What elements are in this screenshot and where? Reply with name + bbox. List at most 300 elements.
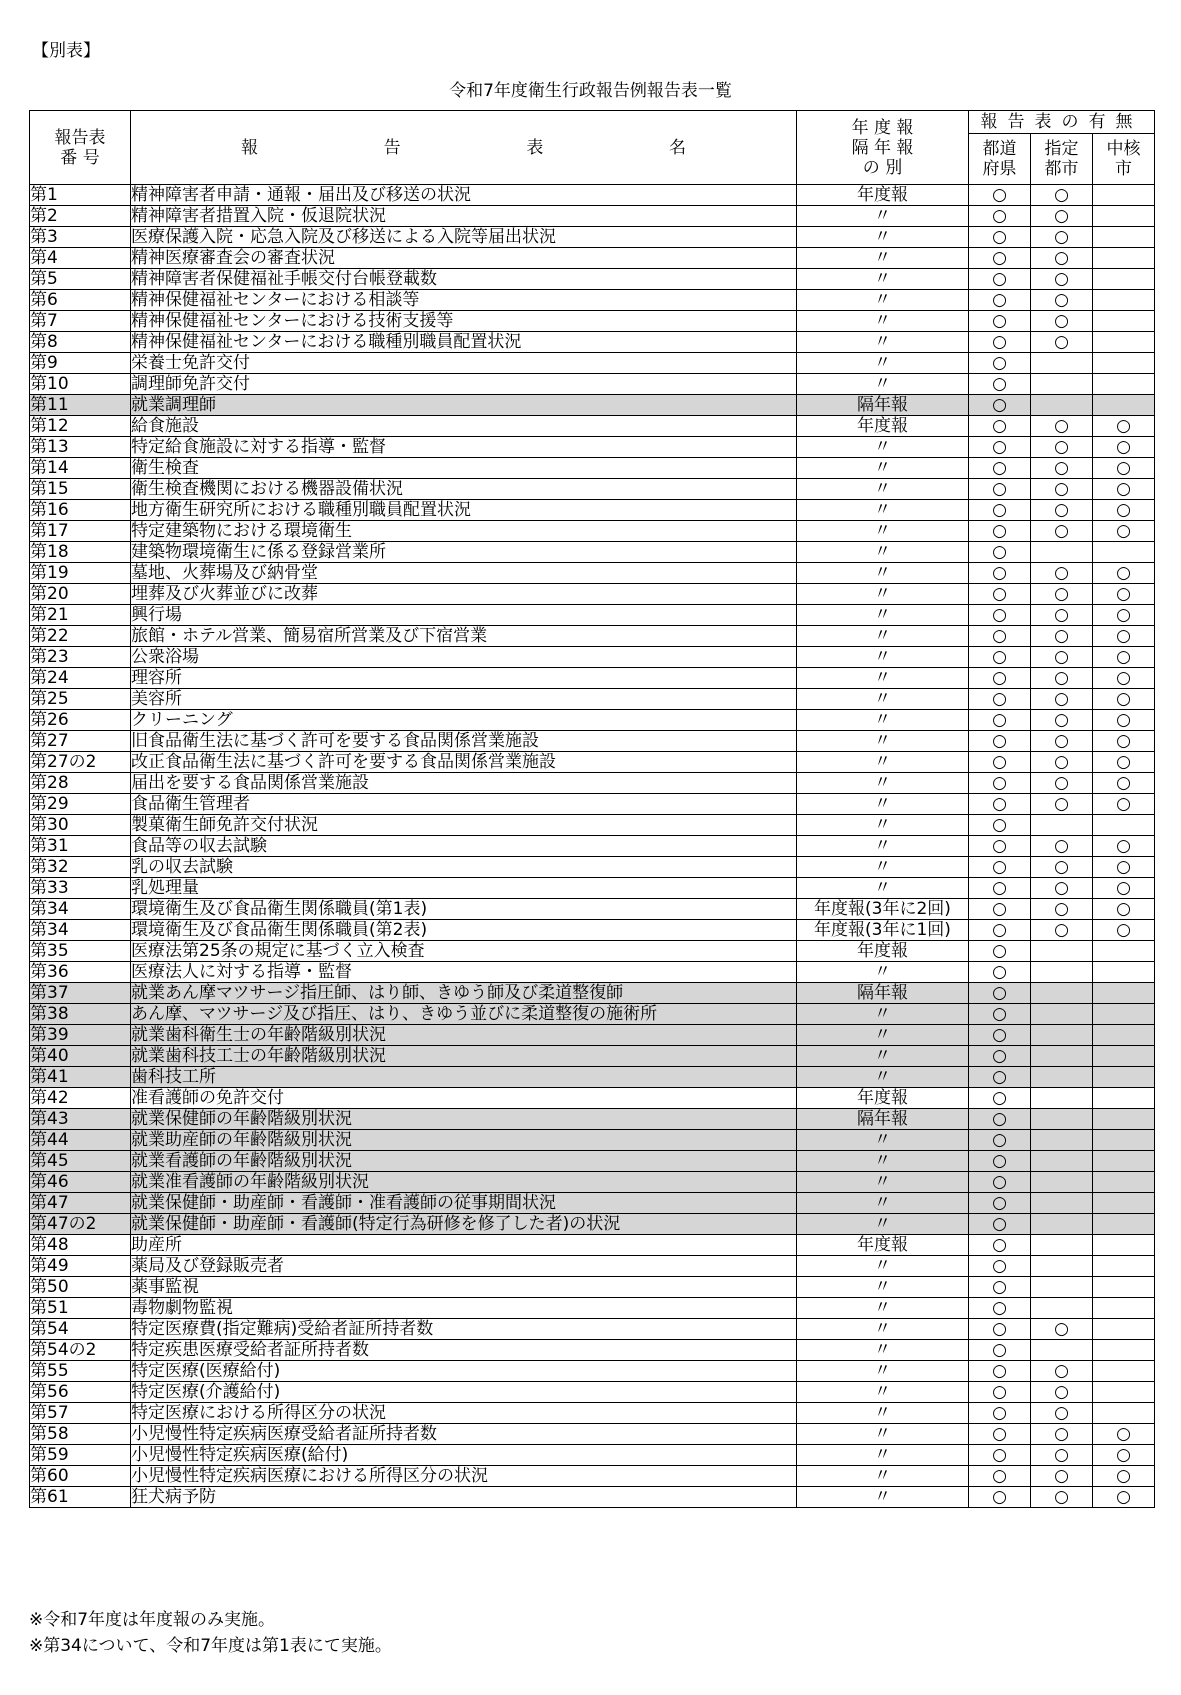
prefecture-mark-cell: ○: [969, 1487, 1031, 1508]
report-number-cell: 第12: [30, 416, 131, 437]
designated-city-mark-cell: ○: [1031, 1319, 1093, 1340]
designated-city-mark-cell: ○: [1031, 206, 1093, 227]
core-city-mark-cell: [1093, 248, 1155, 269]
designated-city-mark-cell: ○: [1031, 899, 1093, 920]
designated-city-mark-cell: ○: [1031, 1487, 1093, 1508]
core-city-mark-cell: ○: [1093, 1487, 1155, 1508]
report-name-cell: 特定給食施設に対する指導・監督: [131, 437, 797, 458]
table-row: [30, 1088, 1155, 1109]
report-name-cell: 特定建築物における環境衛生: [131, 521, 797, 542]
designated-city-mark-cell: ○: [1031, 1445, 1093, 1466]
prefecture-mark-cell: ○: [969, 1172, 1031, 1193]
core-city-mark-cell: [1093, 1130, 1155, 1151]
prefecture-mark-cell: ○: [969, 248, 1031, 269]
table-row: [30, 1382, 1155, 1403]
table-row: [30, 962, 1155, 983]
core-city-mark-cell: [1093, 1004, 1155, 1025]
designated-city-mark-cell: ○: [1031, 857, 1093, 878]
frequency-cell: 〃: [797, 647, 969, 668]
table-row: [30, 899, 1155, 920]
frequency-cell: 隔年報: [797, 983, 969, 1004]
prefecture-mark-cell: ○: [969, 1193, 1031, 1214]
report-name-cell: 美容所: [131, 689, 797, 710]
prefecture-mark-cell: ○: [969, 206, 1031, 227]
designated-city-mark-cell: [1031, 1298, 1093, 1319]
report-number-cell: 第21: [30, 605, 131, 626]
report-name-cell: 食品等の収去試験: [131, 836, 797, 857]
report-name-cell: 公衆浴場: [131, 647, 797, 668]
document-title: 令和7年度衛生行政報告例報告表一覧: [449, 81, 732, 101]
core-city-mark-cell: [1093, 1298, 1155, 1319]
frequency-cell: 〃: [797, 1193, 969, 1214]
table-row: [30, 1445, 1155, 1466]
report-number-cell: 第37: [30, 983, 131, 1004]
prefecture-mark-cell: ○: [969, 941, 1031, 962]
designated-city-mark-cell: ○: [1031, 290, 1093, 311]
table-row: [30, 1424, 1155, 1445]
frequency-cell: 〃: [797, 1487, 969, 1508]
designated-city-mark-cell: ○: [1031, 1361, 1093, 1382]
frequency-cell: 年度報: [797, 1235, 969, 1256]
prefecture-mark-cell: ○: [969, 878, 1031, 899]
prefecture-mark-cell: ○: [969, 542, 1031, 563]
prefecture-mark-cell: ○: [969, 668, 1031, 689]
table-row: [30, 689, 1155, 710]
report-name-cell: 医療法人に対する指導・監督: [131, 962, 797, 983]
core-city-mark-cell: ○: [1093, 668, 1155, 689]
core-city-mark-cell: ○: [1093, 563, 1155, 584]
report-name-cell: 小児慢性特定疾病医療受給者証所持者数: [131, 1424, 797, 1445]
prefecture-mark-cell: ○: [969, 710, 1031, 731]
frequency-cell: 隔年報: [797, 395, 969, 416]
designated-city-mark-cell: [1031, 1046, 1093, 1067]
prefecture-mark-cell: ○: [969, 1088, 1031, 1109]
report-name-cell: 薬事監視: [131, 1277, 797, 1298]
frequency-cell: 〃: [797, 1277, 969, 1298]
table-row: [30, 290, 1155, 311]
report-name-cell: 就業あん摩マツサージ指圧師、はり師、きゆう師及び柔道整復師: [131, 983, 797, 1004]
footnote: ※第34について、令和7年度は第1表にて実施。: [29, 1636, 392, 1656]
core-city-mark-cell: [1093, 227, 1155, 248]
prefecture-mark-cell: ○: [969, 899, 1031, 920]
report-number-cell: 第1: [30, 185, 131, 206]
frequency-cell: 〃: [797, 1445, 969, 1466]
report-name-cell: 歯科技工所: [131, 1067, 797, 1088]
report-number-cell: 第4: [30, 248, 131, 269]
prefecture-mark-cell: ○: [969, 1214, 1031, 1235]
core-city-mark-cell: [1093, 1067, 1155, 1088]
core-city-mark-cell: [1093, 1214, 1155, 1235]
report-name-cell: 給食施設: [131, 416, 797, 437]
header-prefecture: 都道 府県: [969, 134, 1031, 185]
report-name-cell: 就業准看護師の年齢階級別状況: [131, 1172, 797, 1193]
report-number-cell: 第25: [30, 689, 131, 710]
designated-city-mark-cell: [1031, 1214, 1093, 1235]
report-name-cell: 毒物劇物監視: [131, 1298, 797, 1319]
core-city-mark-cell: [1093, 269, 1155, 290]
frequency-cell: 年度報: [797, 185, 969, 206]
designated-city-mark-cell: ○: [1031, 416, 1093, 437]
table-row: [30, 1004, 1155, 1025]
designated-city-mark-cell: [1031, 962, 1093, 983]
report-number-cell: 第46: [30, 1172, 131, 1193]
prefecture-mark-cell: ○: [969, 1403, 1031, 1424]
report-name-cell: 乳処理量: [131, 878, 797, 899]
frequency-cell: 〃: [797, 1466, 969, 1487]
core-city-mark-cell: [1093, 1403, 1155, 1424]
core-city-mark-cell: ○: [1093, 773, 1155, 794]
core-city-mark-cell: ○: [1093, 857, 1155, 878]
report-name-cell: 旅館・ホテル営業、簡易宿所営業及び下宿営業: [131, 626, 797, 647]
report-name-cell: 医療保護入院・応急入院及び移送による入院等届出状況: [131, 227, 797, 248]
table-row: [30, 563, 1155, 584]
report-number-cell: 第51: [30, 1298, 131, 1319]
core-city-mark-cell: [1093, 353, 1155, 374]
core-city-mark-cell: [1093, 1277, 1155, 1298]
prefecture-mark-cell: ○: [969, 962, 1031, 983]
report-name-cell: 旧食品衛生法に基づく許可を要する食品関係営業施設: [131, 731, 797, 752]
designated-city-mark-cell: [1031, 1109, 1093, 1130]
core-city-mark-cell: ○: [1093, 899, 1155, 920]
core-city-mark-cell: ○: [1093, 836, 1155, 857]
prefecture-mark-cell: ○: [969, 1340, 1031, 1361]
designated-city-mark-cell: ○: [1031, 185, 1093, 206]
core-city-mark-cell: [1093, 1025, 1155, 1046]
document-tag: 【別表】: [32, 41, 100, 61]
prefecture-mark-cell: ○: [969, 1130, 1031, 1151]
designated-city-mark-cell: ○: [1031, 311, 1093, 332]
frequency-cell: 〃: [797, 374, 969, 395]
report-name-cell: 地方衛生研究所における職種別職員配置状況: [131, 500, 797, 521]
designated-city-mark-cell: ○: [1031, 920, 1093, 941]
frequency-cell: 〃: [797, 563, 969, 584]
report-number-cell: 第47: [30, 1193, 131, 1214]
designated-city-mark-cell: ○: [1031, 710, 1093, 731]
report-name-cell: 就業保健師・助産師・看護師・准看護師の従事期間状況: [131, 1193, 797, 1214]
report-number-cell: 第33: [30, 878, 131, 899]
table-row: [30, 416, 1155, 437]
designated-city-mark-cell: [1031, 1235, 1093, 1256]
prefecture-mark-cell: ○: [969, 1298, 1031, 1319]
report-name-cell: 衛生検査機関における機器設備状況: [131, 479, 797, 500]
core-city-mark-cell: [1093, 1319, 1155, 1340]
core-city-mark-cell: ○: [1093, 626, 1155, 647]
designated-city-mark-cell: ○: [1031, 332, 1093, 353]
frequency-cell: 年度報(3年に2回): [797, 899, 969, 920]
designated-city-mark-cell: ○: [1031, 878, 1093, 899]
prefecture-mark-cell: ○: [969, 815, 1031, 836]
table-row: [30, 710, 1155, 731]
report-name-cell: 狂犬病予防: [131, 1487, 797, 1508]
designated-city-mark-cell: [1031, 1277, 1093, 1298]
report-name-cell: 精神保健福祉センターにおける職種別職員配置状況: [131, 332, 797, 353]
table-row: [30, 1340, 1155, 1361]
core-city-mark-cell: ○: [1093, 920, 1155, 941]
prefecture-mark-cell: ○: [969, 479, 1031, 500]
core-city-mark-cell: ○: [1093, 584, 1155, 605]
report-name-cell: 墓地、火葬場及び納骨堂: [131, 563, 797, 584]
prefecture-mark-cell: ○: [969, 1277, 1031, 1298]
frequency-cell: 〃: [797, 1382, 969, 1403]
report-name-cell: 興行場: [131, 605, 797, 626]
frequency-cell: 〃: [797, 815, 969, 836]
report-number-cell: 第26: [30, 710, 131, 731]
core-city-mark-cell: [1093, 542, 1155, 563]
designated-city-mark-cell: ○: [1031, 437, 1093, 458]
prefecture-mark-cell: ○: [969, 1046, 1031, 1067]
prefecture-mark-cell: ○: [969, 773, 1031, 794]
designated-city-mark-cell: ○: [1031, 521, 1093, 542]
frequency-cell: 〃: [797, 1361, 969, 1382]
report-number-cell: 第54: [30, 1319, 131, 1340]
report-number-cell: 第47の2: [30, 1214, 131, 1235]
table-row: [30, 1172, 1155, 1193]
core-city-mark-cell: [1093, 290, 1155, 311]
report-number-cell: 第7: [30, 311, 131, 332]
prefecture-mark-cell: ○: [969, 1235, 1031, 1256]
prefecture-mark-cell: ○: [969, 1319, 1031, 1340]
report-number-cell: 第34: [30, 899, 131, 920]
frequency-cell: 〃: [797, 1046, 969, 1067]
report-name-cell: 衛生検査: [131, 458, 797, 479]
report-number-cell: 第42: [30, 1088, 131, 1109]
designated-city-mark-cell: ○: [1031, 1403, 1093, 1424]
report-number-cell: 第17: [30, 521, 131, 542]
footnotes: [29, 1607, 392, 1659]
frequency-cell: 〃: [797, 458, 969, 479]
report-number-cell: 第54の2: [30, 1340, 131, 1361]
designated-city-mark-cell: [1031, 941, 1093, 962]
core-city-mark-cell: ○: [1093, 752, 1155, 773]
table-row: [30, 521, 1155, 542]
frequency-cell: 〃: [797, 857, 969, 878]
table-row: [30, 1235, 1155, 1256]
header-designated-city: 指定 都市: [1031, 134, 1093, 185]
prefecture-mark-cell: ○: [969, 374, 1031, 395]
report-number-cell: 第19: [30, 563, 131, 584]
prefecture-mark-cell: ○: [969, 731, 1031, 752]
prefecture-mark-cell: ○: [969, 521, 1031, 542]
designated-city-mark-cell: ○: [1031, 1466, 1093, 1487]
report-number-cell: 第5: [30, 269, 131, 290]
frequency-cell: 〃: [797, 962, 969, 983]
table-row: [30, 500, 1155, 521]
table-header: [30, 111, 1155, 185]
table-row: [30, 353, 1155, 374]
report-name-cell: 特定医療(介護給付): [131, 1382, 797, 1403]
report-name-cell: 理容所: [131, 668, 797, 689]
core-city-mark-cell: ○: [1093, 1466, 1155, 1487]
core-city-mark-cell: [1093, 941, 1155, 962]
frequency-cell: 〃: [797, 269, 969, 290]
frequency-cell: 年度報: [797, 1088, 969, 1109]
designated-city-mark-cell: ○: [1031, 584, 1093, 605]
report-number-cell: 第36: [30, 962, 131, 983]
table-row: [30, 752, 1155, 773]
report-name-cell: 就業保健師の年齢階級別状況: [131, 1109, 797, 1130]
core-city-mark-cell: [1093, 983, 1155, 1004]
report-number-cell: 第55: [30, 1361, 131, 1382]
designated-city-mark-cell: [1031, 1025, 1093, 1046]
frequency-cell: 〃: [797, 731, 969, 752]
report-number-cell: 第15: [30, 479, 131, 500]
frequency-cell: 〃: [797, 227, 969, 248]
report-name-cell: 届出を要する食品関係営業施設: [131, 773, 797, 794]
frequency-cell: 〃: [797, 1151, 969, 1172]
prefecture-mark-cell: ○: [969, 395, 1031, 416]
frequency-cell: 〃: [797, 500, 969, 521]
prefecture-mark-cell: ○: [969, 584, 1031, 605]
table-row: [30, 1361, 1155, 1382]
report-number-cell: 第32: [30, 857, 131, 878]
core-city-mark-cell: [1093, 332, 1155, 353]
report-table: [29, 110, 1155, 1508]
report-number-cell: 第11: [30, 395, 131, 416]
table-row: [30, 983, 1155, 1004]
designated-city-mark-cell: ○: [1031, 647, 1093, 668]
frequency-cell: 〃: [797, 752, 969, 773]
table-row: [30, 626, 1155, 647]
designated-city-mark-cell: ○: [1031, 479, 1093, 500]
designated-city-mark-cell: [1031, 374, 1093, 395]
frequency-cell: 〃: [797, 668, 969, 689]
prefecture-mark-cell: ○: [969, 332, 1031, 353]
report-number-cell: 第58: [30, 1424, 131, 1445]
report-number-cell: 第14: [30, 458, 131, 479]
core-city-mark-cell: [1093, 206, 1155, 227]
frequency-cell: 〃: [797, 1424, 969, 1445]
report-number-cell: 第8: [30, 332, 131, 353]
report-name-cell: 小児慢性特定疾病医療における所得区分の状況: [131, 1466, 797, 1487]
prefecture-mark-cell: ○: [969, 920, 1031, 941]
designated-city-mark-cell: [1031, 1151, 1093, 1172]
prefecture-mark-cell: ○: [969, 626, 1031, 647]
table-row: [30, 815, 1155, 836]
report-number-cell: 第50: [30, 1277, 131, 1298]
report-number-cell: 第35: [30, 941, 131, 962]
core-city-mark-cell: [1093, 815, 1155, 836]
core-city-mark-cell: ○: [1093, 1445, 1155, 1466]
table-row: [30, 584, 1155, 605]
header-report-number: 報告表 番 号: [30, 111, 131, 185]
table-row: [30, 206, 1155, 227]
frequency-cell: 〃: [797, 1025, 969, 1046]
designated-city-mark-cell: ○: [1031, 563, 1093, 584]
report-name-cell: 栄養士免許交付: [131, 353, 797, 374]
core-city-mark-cell: [1093, 1046, 1155, 1067]
frequency-cell: 〃: [797, 1403, 969, 1424]
table-row: [30, 1256, 1155, 1277]
report-name-cell: 調理師免許交付: [131, 374, 797, 395]
report-name-cell: 環境衛生及び食品衛生関係職員(第2表): [131, 920, 797, 941]
report-number-cell: 第13: [30, 437, 131, 458]
frequency-cell: 〃: [797, 1130, 969, 1151]
report-name-cell: 就業助産師の年齢階級別状況: [131, 1130, 797, 1151]
report-number-cell: 第27の2: [30, 752, 131, 773]
table-row: [30, 1046, 1155, 1067]
report-number-cell: 第56: [30, 1382, 131, 1403]
table-row: [30, 437, 1155, 458]
report-number-cell: 第57: [30, 1403, 131, 1424]
frequency-cell: 〃: [797, 773, 969, 794]
table-row: [30, 1109, 1155, 1130]
prefecture-mark-cell: ○: [969, 752, 1031, 773]
report-name-cell: クリーニング: [131, 710, 797, 731]
designated-city-mark-cell: ○: [1031, 248, 1093, 269]
core-city-mark-cell: ○: [1093, 437, 1155, 458]
table-row: [30, 248, 1155, 269]
core-city-mark-cell: [1093, 1382, 1155, 1403]
report-name-cell: 精神障害者保健福祉手帳交付台帳登載数: [131, 269, 797, 290]
core-city-mark-cell: [1093, 1256, 1155, 1277]
core-city-mark-cell: [1093, 185, 1155, 206]
report-number-cell: 第29: [30, 794, 131, 815]
prefecture-mark-cell: ○: [969, 1109, 1031, 1130]
designated-city-mark-cell: ○: [1031, 1382, 1093, 1403]
table-row: [30, 773, 1155, 794]
report-name-cell: 特定疾患医療受給者証所持者数: [131, 1340, 797, 1361]
report-number-cell: 第61: [30, 1487, 131, 1508]
report-name-cell: 就業歯科技工士の年齢階級別状況: [131, 1046, 797, 1067]
table-row: [30, 458, 1155, 479]
frequency-cell: 〃: [797, 479, 969, 500]
report-number-cell: 第27: [30, 731, 131, 752]
core-city-mark-cell: ○: [1093, 1424, 1155, 1445]
designated-city-mark-cell: ○: [1031, 458, 1093, 479]
report-name-cell: 特定医療費(指定難病)受給者証所持者数: [131, 1319, 797, 1340]
table-row: [30, 542, 1155, 563]
table-row: [30, 1403, 1155, 1424]
report-number-cell: 第23: [30, 647, 131, 668]
table-row: [30, 311, 1155, 332]
report-number-cell: 第39: [30, 1025, 131, 1046]
report-number-cell: 第30: [30, 815, 131, 836]
report-number-cell: 第49: [30, 1256, 131, 1277]
report-name-cell: 精神障害者申請・通報・届出及び移送の状況: [131, 185, 797, 206]
frequency-cell: 〃: [797, 206, 969, 227]
core-city-mark-cell: [1093, 1235, 1155, 1256]
header-core-city: 中核 市: [1093, 134, 1155, 185]
report-name-cell: 精神障害者措置入院・仮退院状況: [131, 206, 797, 227]
designated-city-mark-cell: ○: [1031, 773, 1093, 794]
core-city-mark-cell: ○: [1093, 521, 1155, 542]
table-row: [30, 857, 1155, 878]
designated-city-mark-cell: ○: [1031, 227, 1093, 248]
report-name-cell: 就業歯科衛生士の年齢階級別状況: [131, 1025, 797, 1046]
table-row: [30, 227, 1155, 248]
prefecture-mark-cell: ○: [969, 1445, 1031, 1466]
report-number-cell: 第2: [30, 206, 131, 227]
core-city-mark-cell: [1093, 1340, 1155, 1361]
table-row: [30, 1130, 1155, 1151]
table-row: [30, 185, 1155, 206]
table-row: [30, 668, 1155, 689]
prefecture-mark-cell: ○: [969, 500, 1031, 521]
core-city-mark-cell: ○: [1093, 647, 1155, 668]
frequency-cell: 〃: [797, 1319, 969, 1340]
report-number-cell: 第9: [30, 353, 131, 374]
core-city-mark-cell: ○: [1093, 731, 1155, 752]
frequency-cell: 〃: [797, 521, 969, 542]
core-city-mark-cell: [1093, 1088, 1155, 1109]
frequency-cell: 年度報(3年に1回): [797, 920, 969, 941]
core-city-mark-cell: [1093, 311, 1155, 332]
table-row: [30, 395, 1155, 416]
core-city-mark-cell: ○: [1093, 794, 1155, 815]
frequency-cell: 〃: [797, 290, 969, 311]
prefecture-mark-cell: ○: [969, 227, 1031, 248]
frequency-cell: 〃: [797, 878, 969, 899]
